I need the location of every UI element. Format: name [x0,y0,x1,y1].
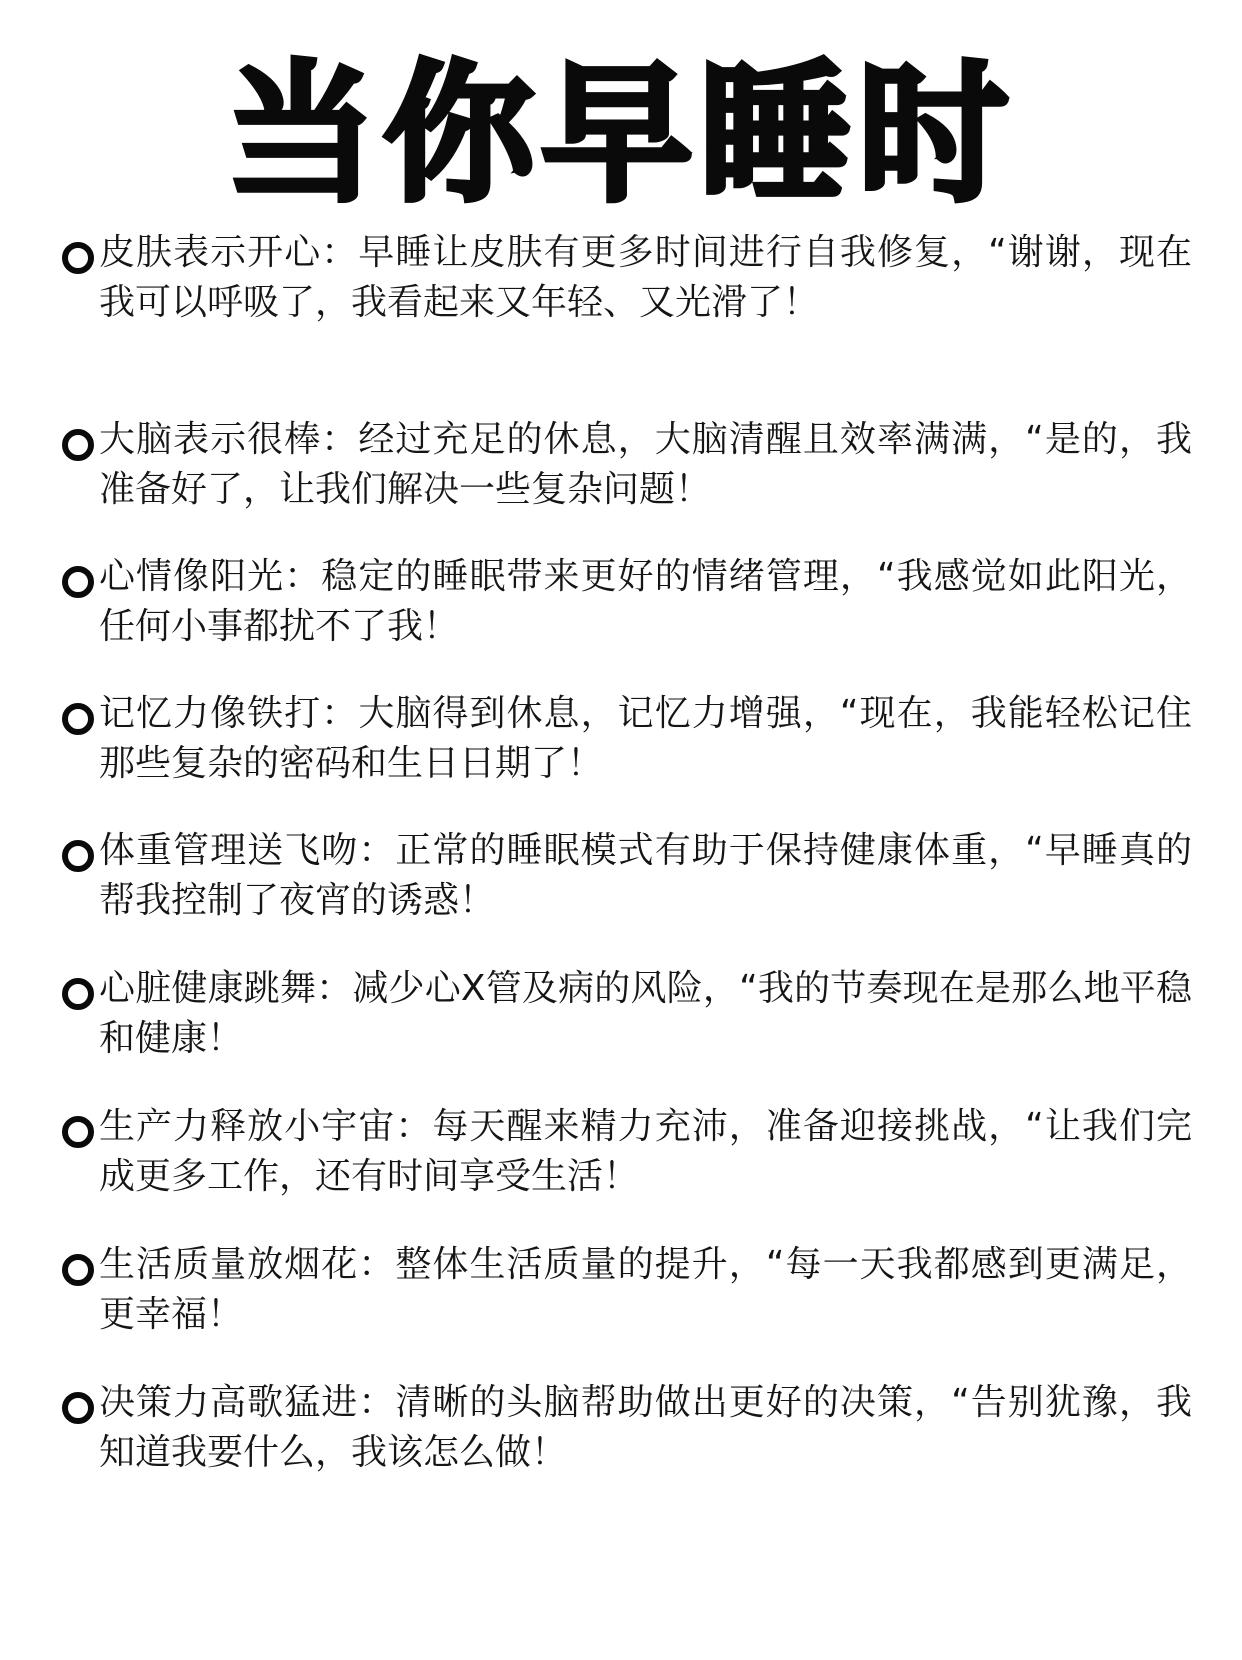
bullet-ring-icon [62,1392,94,1424]
bullet-ring-icon [62,840,94,872]
list-item-text: 生活质量放烟花：整体生活质量的提升，“每一天我都感到更满足，更幸福！ [99,1244,1192,1335]
list-item-skin [62,228,1192,328]
list-item-quality [62,1240,1192,1340]
list-item-text: 皮肤表示开心：早睡让皮肤有更多时间进行自我修复，“谢谢，现在我可以呼吸了，我看起来又年轻、又光滑了！ [99,232,1192,323]
list-item-memory [62,689,1192,789]
list-item-text: 心情像阳光：稳定的睡眠带来更好的情绪管理，“我感觉如此阳光，任何小事都扰不了我！ [99,556,1192,647]
list-item-text: 体重管理送飞吻：正常的睡眠模式有助于保持健康体重，“早睡真的帮我控制了夜宵的诱惑！ [99,830,1192,921]
page-title: 当你早睡时 [225,48,1016,222]
bullet-ring-icon [62,429,94,461]
bullet-ring-icon [62,1254,94,1286]
list-item-text: 决策力高歌猛进：清晰的头脑帮助做出更好的决策，“告别犹豫，我知道我要什么，我该怎么做！ [99,1382,1192,1473]
list-item-text: 生产力释放小宇宙：每天醒来精力充沛，准备迎接挑战，“让我们完成更多工作，还有时间享受生活！ [99,1106,1192,1197]
bullet-ring-icon [62,978,94,1010]
list-item-heart [62,964,1192,1064]
list-item-text: 记忆力像铁打：大脑得到休息，记忆力增强，“现在，我能轻松记住那些复杂的密码和生日日期了！ [99,693,1192,784]
list-item-brain [62,415,1192,515]
bullet-ring-icon [62,1116,94,1148]
bullet-ring-icon [62,703,94,735]
bullet-ring-icon [62,242,94,274]
list-item-decision [62,1378,1192,1478]
list-item-weight [62,826,1192,926]
list-item-productivity [62,1102,1192,1202]
bullet-ring-icon [62,566,94,598]
list-item-text: 心脏健康跳舞：减少心X管及病的风险，“我的节奏现在是那么地平稳和健康！ [99,968,1192,1059]
list-item-mood [62,552,1192,652]
list-item-text: 大脑表示很棒：经过充足的休息，大脑清醒且效率满满，“是的，我准备好了，让我们解决一些复杂问题！ [99,419,1192,510]
